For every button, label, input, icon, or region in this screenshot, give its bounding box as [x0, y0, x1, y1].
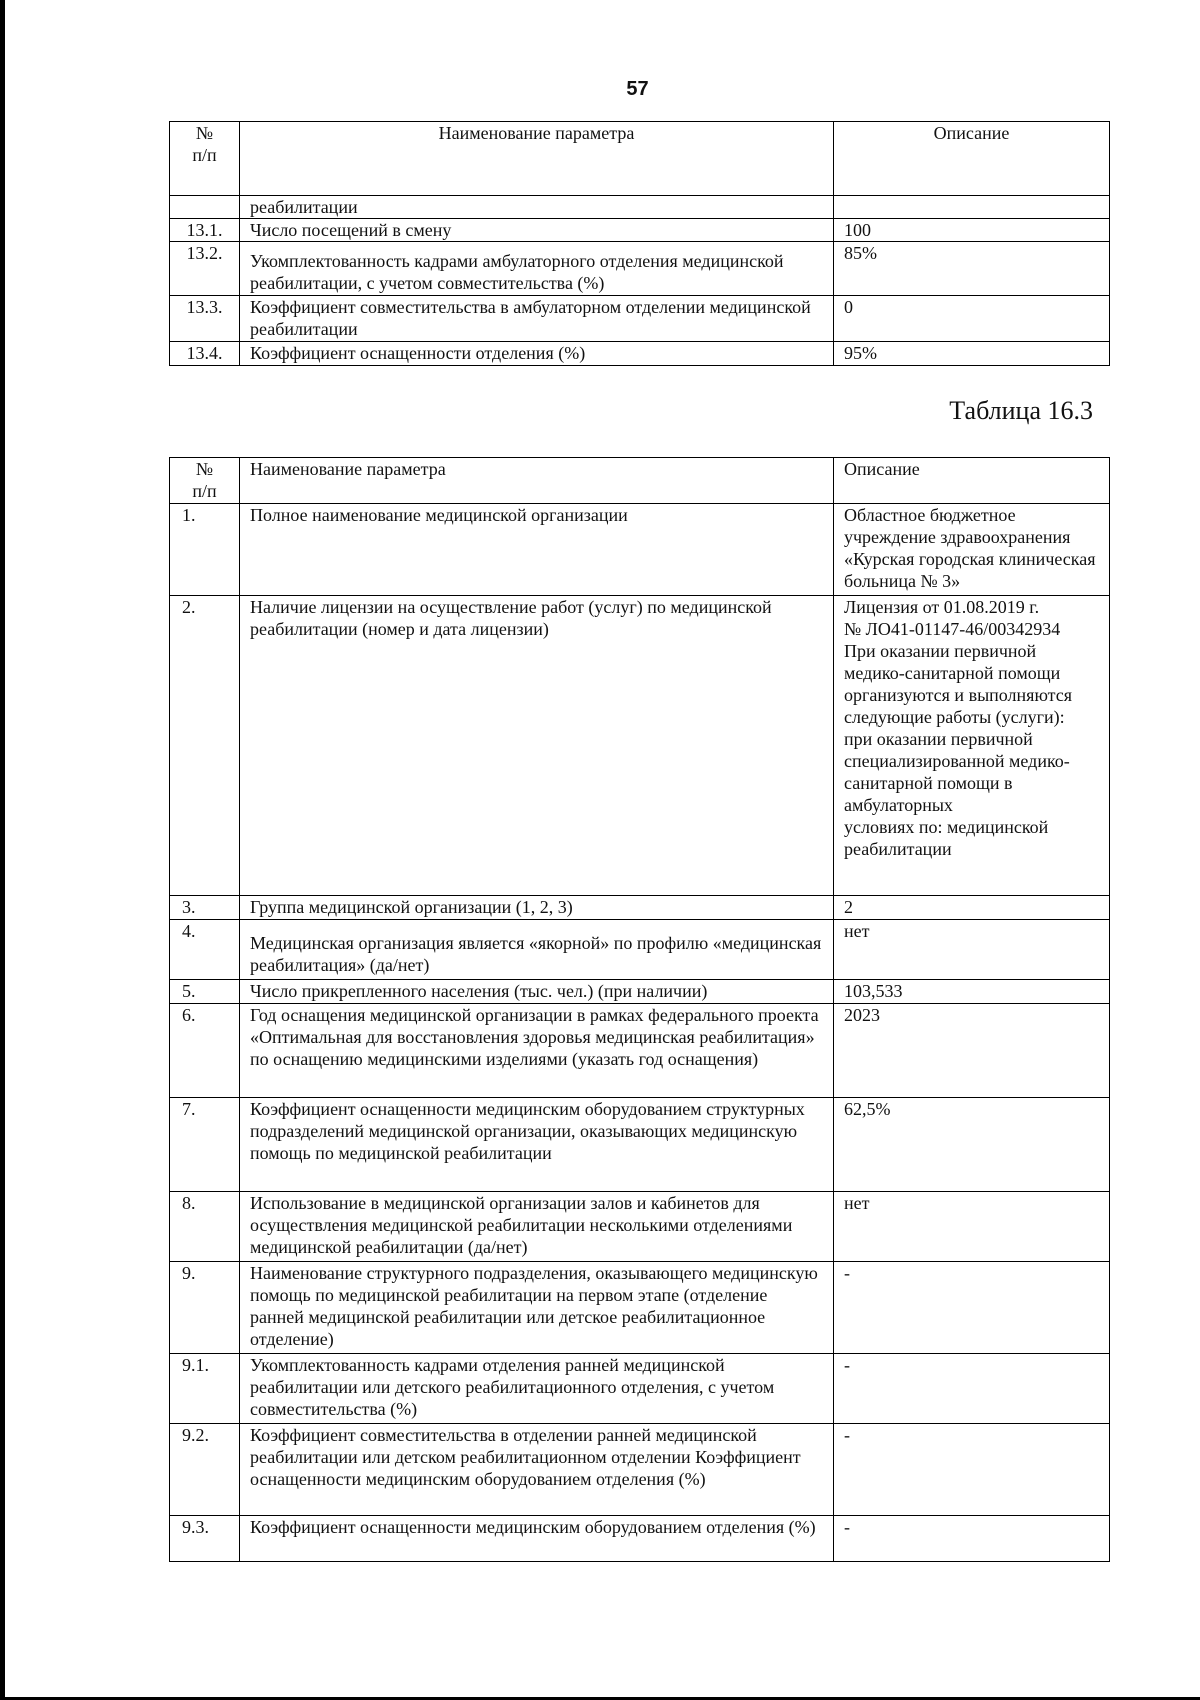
- row-name-cell: Укомплектованность кадрами амбулаторного отделения медицинской реабилитации, с учетом совместительства (%): [240, 242, 834, 296]
- table-row: [170, 504, 1110, 596]
- table-header-row: [170, 458, 1110, 504]
- row-name-cell: Коэффициент совместительства в отделении ранней медицинской реабилитации или детском реабилитационном отделении Коэффициент оснащенности медицинским оборудованием отделения (%): [240, 1424, 834, 1516]
- row-description-cell: 2: [834, 896, 1110, 920]
- table-row: [170, 980, 1110, 1004]
- row-number-cell: 6.: [170, 1004, 240, 1098]
- page-number: 57: [626, 78, 649, 100]
- table-row: [170, 1004, 1110, 1098]
- table-row: [170, 342, 1110, 366]
- table-row: [170, 1424, 1110, 1516]
- row-description-cell: -: [834, 1262, 1110, 1354]
- row-name-cell: Число прикрепленного населения (тыс. чел.) (при наличии): [240, 980, 834, 1004]
- row-description-cell: 100: [834, 219, 1110, 242]
- header-name-cell: Наименование параметра: [240, 458, 834, 504]
- row-description-cell: нет: [834, 920, 1110, 980]
- row-number-cell: 5.: [170, 980, 240, 1004]
- row-description-cell: -: [834, 1354, 1110, 1424]
- row-name-cell: Полное наименование медицинской организации: [240, 504, 834, 596]
- parameters-table-continued: [169, 121, 1110, 366]
- table-row: [170, 296, 1110, 342]
- header-name-cell: Наименование параметра: [240, 122, 834, 196]
- row-description-cell: -: [834, 1424, 1110, 1516]
- row-number-cell: 3.: [170, 896, 240, 920]
- table-row: [170, 596, 1110, 896]
- row-number-cell: 4.: [170, 920, 240, 980]
- parameters-table-16-3: [169, 457, 1110, 1562]
- row-description-cell: 95%: [834, 342, 1110, 366]
- row-name-cell: Группа медицинской организации (1, 2, 3): [240, 896, 834, 920]
- row-number-cell: 13.2.: [170, 242, 240, 296]
- row-description-cell: нет: [834, 1192, 1110, 1262]
- row-name-cell: Число посещений в смену: [240, 219, 834, 242]
- row-number-cell: 2.: [170, 596, 240, 896]
- row-description-cell: 85%: [834, 242, 1110, 296]
- row-description-cell: 0: [834, 296, 1110, 342]
- header-number-cell: № п/п: [170, 458, 240, 504]
- table-row: [170, 1354, 1110, 1424]
- row-description-cell: 62,5%: [834, 1098, 1110, 1192]
- row-name-cell: Наименование структурного подразделения, оказывающего медицинскую помощь по медицинской реабилитации на первом этапе (отделение ранней медицинской реабилитации или детское реабилитационное отделение): [240, 1262, 834, 1354]
- row-name-cell: Наличие лицензии на осуществление работ (услуг) по медицинской реабилитации (номер и дата лицензии): [240, 596, 834, 896]
- row-name-cell: Укомплектованность кадрами отделения ранней медицинской реабилитации или детского реабилитационного отделения, с учетом совместительства (%): [240, 1354, 834, 1424]
- row-number-cell: 1.: [170, 504, 240, 596]
- table-row: [170, 1262, 1110, 1354]
- table-row: [170, 242, 1110, 296]
- row-number-cell: 9.1.: [170, 1354, 240, 1424]
- table-row: [170, 1516, 1110, 1562]
- row-name-cell: Коэффициент оснащенности медицинским оборудованием структурных подразделений медицинской организации, оказывающих медицинскую помощь по медицинской реабилитации: [240, 1098, 834, 1192]
- table-header-row: [170, 122, 1110, 196]
- row-name-cell: Коэффициент оснащенности медицинским оборудованием отделения (%): [240, 1516, 834, 1562]
- row-name-cell: Медицинская организация является «якорной» по профилю «медицинская реабилитация» (да/нет): [240, 920, 834, 980]
- row-description-cell: Областное бюджетное учреждение здравоохранения «Курская городская клиническая больница № 3»: [834, 504, 1110, 596]
- header-description-cell: Описание: [834, 458, 1110, 504]
- row-description-cell: -: [834, 1516, 1110, 1562]
- table-row: [170, 1098, 1110, 1192]
- table-row: [170, 219, 1110, 242]
- scan-edge-left: [0, 0, 5, 1700]
- row-name-cell: реабилитации: [240, 196, 834, 219]
- row-name-cell: Коэффициент совместительства в амбулаторном отделении медицинской реабилитации: [240, 296, 834, 342]
- header-description-cell: Описание: [834, 122, 1110, 196]
- row-number-cell: 13.4.: [170, 342, 240, 366]
- row-number-cell: 7.: [170, 1098, 240, 1192]
- row-description-cell: [834, 196, 1110, 219]
- row-description-cell: 2023: [834, 1004, 1110, 1098]
- table-row: [170, 896, 1110, 920]
- row-number-cell: 13.3.: [170, 296, 240, 342]
- table-caption: Таблица 16.3: [949, 396, 1093, 425]
- table-row: [170, 196, 1110, 219]
- table-row: [170, 1192, 1110, 1262]
- row-description-cell: Лицензия от 01.08.2019 г. № ЛО41-01147-46/00342934 При оказании первичной медико-санитарной помощи организуются и выполняются следующие работы (услуги): при оказании первичной специализированной медико-санитарной помощи в амбулаторных условиях по: медицинской реабилитации: [834, 596, 1110, 896]
- table-row: [170, 920, 1110, 980]
- header-number-cell: № п/п: [170, 122, 240, 196]
- row-name-cell: Год оснащения медицинской организации в рамках федерального проекта «Оптимальная для восстановления здоровья медицинская реабилитация» по оснащению медицинскими изделиями (указать год оснащения): [240, 1004, 834, 1098]
- row-number-cell: 9.: [170, 1262, 240, 1354]
- row-name-cell: Использование в медицинской организации залов и кабинетов для осуществления медицинской реабилитации несколькими отделениями медицинской реабилитации (да/нет): [240, 1192, 834, 1262]
- row-description-cell: 103,533: [834, 980, 1110, 1004]
- row-name-cell: Коэффициент оснащенности отделения (%): [240, 342, 834, 366]
- row-number-cell: 8.: [170, 1192, 240, 1262]
- row-number-cell: 13.1.: [170, 219, 240, 242]
- row-number-cell: 9.2.: [170, 1424, 240, 1516]
- row-number-cell: [170, 196, 240, 219]
- row-number-cell: 9.3.: [170, 1516, 240, 1562]
